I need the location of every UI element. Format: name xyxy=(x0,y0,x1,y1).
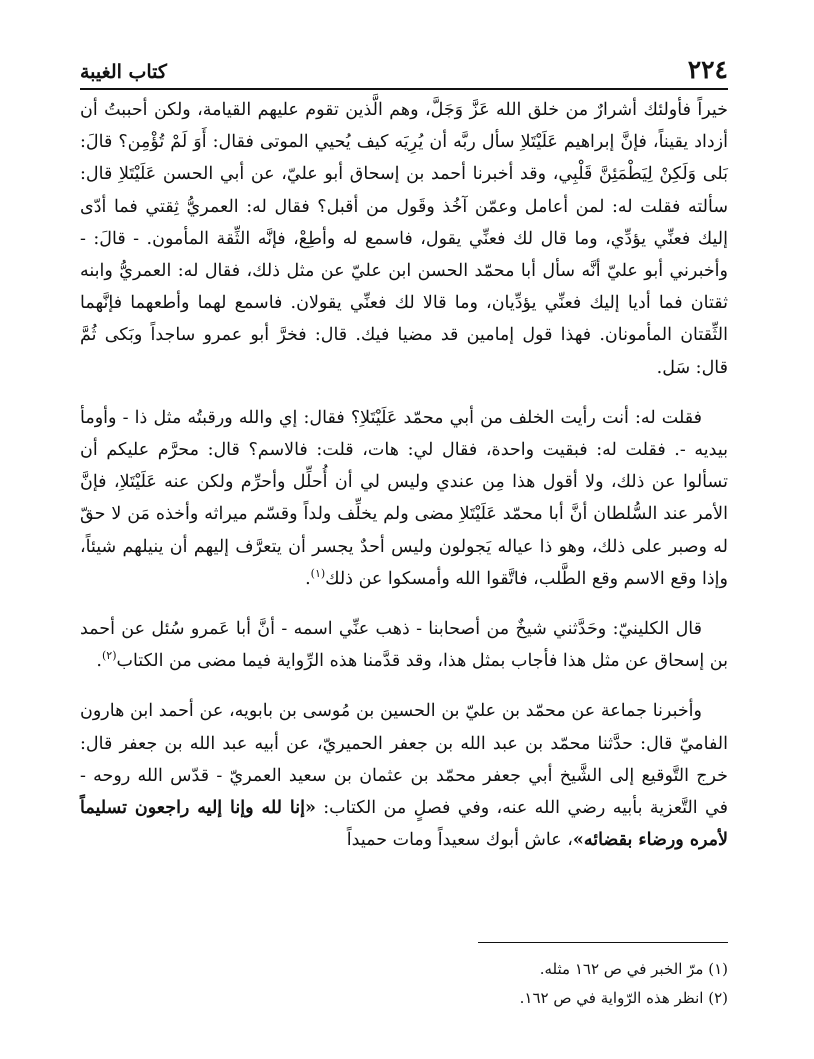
paragraph-4-text: وأخبرنا جماعة عن محمّد بن عليّ بن الحسين بن مُوسى بن بابويه، عن أحمد ابن هارون الفاميّ قال: حدَّثنا محمّد بن عبد الله بن جعفر الحميريّ، عن أبيه عبد الله بن جعفر قال: خرج التَّوقيع إلى الشَّيخ أبي جعفر محمّد بن عثمان بن سعيد العمريّ - قدّس الله روحه - في التَّعزية بأبيه رضي الله عنه، وفي فصلٍ من الكتاب: xyxy=(80,701,728,819)
footnote-ref-2: (٢) xyxy=(101,649,117,663)
footnotes xyxy=(300,955,728,1013)
body-text xyxy=(80,94,728,874)
paragraph-1: خيراً فأولئك أشرارٌ من خلق الله عَزَّ وَجَلَّ، وهم الَّذين تقوم عليهم القيامة، ولكن أحببتُ أن أزداد يقيناً، فإنَّ إبراهيم عَلَيْتَلاِ سأل ربَّه أن يُرِيَه كيف يُحيي الموتى فقال: أَوَ لَمْ تُؤْمِن؟ قالَ: بَلى وَلَكِنْ لِيَطْمَئِنَّ قَلْبِي، وقد أخبرنا أحمد بن إسحاق أبو عليّ، عن أبي الحسن عَلَيْتَلاِ قال: سألته فقلت له: لمن أعامل وعمّن آخُذ وقَول من أقبل؟ فقال له: العمريُّ ثِقتي فما أدّى إليك فعنِّي يؤدِّي، وما قال لك فعنِّي يقول، فاسمع له وأطِعْ، فإنَّه الثِّقة المأمون. - قالَ: - وأخبرني أبو عليّ أنَّه سأل أبا محمّد الحسن ابن عليّ عن مثل ذلك، فقال له: العمريُّ وابنه ثقتان فما أديا إليك فعنِّي يؤدِّيان، وما قالا لك فعنِّي يقولان. فاسمع لهما وأطعهما فإنَّهما الثِّقتان المأمونان. فهذا قول إمامين قد مضيا فيك. قال: فخرَّ أبو عمرو ساجداً وبَكى ثُمَّ قال: سَل. xyxy=(80,100,728,378)
page-number: ٢٢٤ xyxy=(687,55,728,84)
paragraph-2-text: فقلت له: أنت رأيت الخلف من أبي محمّد عَلَيْتَلاِ؟ فقال: إي والله ورقبتُه مثل ذا - وأومأ بيديه -. فقلت له: فبقيت واحدة، فقال لي: هات، قلت: فالاسم؟ قال: محرَّم عليكم أن تسألوا عن ذلك، ولا أقول هذا مِن عندي وليس لي أن أُحلِّل وأحرِّم ولكن عنه عَلَيْتَلاِ، فإنَّ الأمر عند السُّلطان أنَّ أبا محمّد عَلَيْتَلاِ مضى ولم يخلِّف ولداً وقسّم ميراثه وأخذه مَن لا حقّ له وصبر على ذلك، وهو ذا عياله يَجولون وليس أحدٌ يجسر أن يتعرَّف إليهم أن ينيلهم شيئاً، وإذا وقع الاسم وقع الطَّلب، فاتَّقوا الله وأمسكوا عن ذلك xyxy=(80,407,728,589)
paragraph-3: قال الكلينيّ: وحَدَّثني شيخٌ من أصحابنا - ذهب عنِّي اسمه - أنَّ أبا عَمرو سُئل عن أحمد بن إسحاق عن مثل هذا فأجاب بمثل هذا، وقد قدَّمنا هذه الرِّواية فيما مضى من الكتاب$^{(٢)}$. xyxy=(80,619,728,672)
quoted-verse: «إنا لله وإنا إليه راجعون تسليماً لأمره ورضاء بقضائه» xyxy=(80,798,728,851)
footnote-ref-1: (١) xyxy=(310,567,326,581)
footnote-2: (٢) انظر هذه الرّواية في ص ١٦٢. xyxy=(519,989,728,1007)
book-title: كتاب الغيبة xyxy=(80,61,167,83)
footnote-separator xyxy=(478,942,728,943)
footnote-1: (١) مرّ الخبر في ص ١٦٢ مثله. xyxy=(539,960,728,978)
paragraph-4-tail: ، عاش أبوك سعيداً ومات حميداً xyxy=(346,830,573,851)
page-header xyxy=(80,40,728,90)
paragraph-4 xyxy=(80,695,728,856)
paragraph-2: فقلت له: أنت رأيت الخلف من أبي محمّد عَلَيْتَلاِ؟ فقال: إي والله ورقبتُه مثل ذا - وأومأ بيديه -. فقلت له: فبقيت واحدة، فقال لي: هات، قلت: فالاسم؟ قال: محرَّم عليكم أن تسألوا عن ذلك، ولا أقول هذا مِن عندي وليس لي أن أُحلِّل وأحرِّم ولكن عنه عَلَيْتَلاِ، فإنَّ الأمر عند السُّلطان أنَّ أبا محمّد عَلَيْتَلاِ مضى ولم يخلِّف ولداً وقسّم ميراثه وأخذه مَن لا حقّ له وصبر على ذلك، وهو ذا عياله يَجولون وليس أحدٌ يجسر أن يتعرَّف إليهم أن ينيلهم شيئاً، وإذا وقع الاسم وقع الطَّلب، فاتَّقوا الله وأمسكوا عن ذلك$^{(١)}$. xyxy=(80,407,728,589)
paragraph-3-text: قال الكلينيّ: وحَدَّثني شيخٌ من أصحابنا - ذهب عنِّي اسمه - أنَّ أبا عَمرو سُئل عن أحمد بن إسحاق عن مثل هذا فأجاب بمثل هذا، وقد قدَّمنا هذه الرِّواية فيما مضى من الكتاب xyxy=(80,619,728,672)
